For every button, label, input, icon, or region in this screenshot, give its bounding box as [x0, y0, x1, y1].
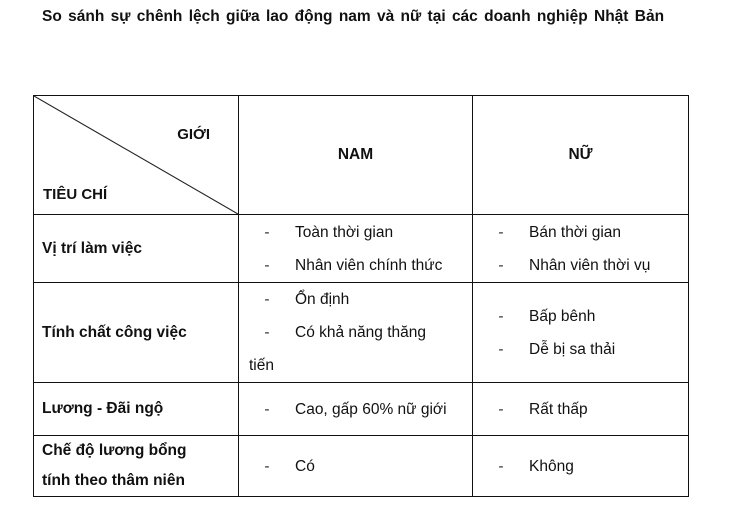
list-item: - Toàn thời gian	[264, 223, 394, 241]
corner-header-cell	[34, 96, 239, 215]
column-header-nam: NAM	[239, 96, 473, 215]
list-item: - Dễ bị sa thải	[498, 340, 616, 358]
nam-cell	[239, 283, 473, 383]
nu-cell	[473, 436, 689, 497]
list-item: - Rất thấp	[498, 400, 588, 418]
corner-label-gender: GIỚI	[177, 126, 210, 143]
list-item: - Bán thời gian	[498, 223, 622, 241]
list-item: - Không	[498, 457, 574, 475]
list-item: - Nhân viên thời vụ	[498, 256, 651, 274]
list-item: - Cao, gấp 60% nữ giới	[264, 400, 447, 418]
criterion-cell: Vị trí làm việc	[34, 215, 239, 283]
table-row	[34, 215, 689, 283]
criterion-cell: Tính chất công việc	[34, 283, 239, 383]
document-title: So sánh sự chênh lệch giữa lao động nam và nữ tại các doanh nghiệp Nhật Bản	[42, 8, 665, 25]
criterion-cell: Lương - Đãi ngộ	[34, 383, 239, 436]
table-row	[34, 436, 689, 497]
list-item: - Ổn định	[264, 291, 350, 308]
corner-label-criteria: TIÊU CHÍ	[43, 186, 108, 203]
table-header-row	[34, 96, 689, 215]
nam-cell	[239, 383, 473, 436]
nam-cell	[239, 436, 473, 497]
nu-cell	[473, 383, 689, 436]
list-item: - Có khả năng thăng	[264, 324, 426, 341]
list-item: - Bấp bênh	[498, 307, 596, 325]
list-item-continuation: tiến	[249, 357, 274, 374]
list-item: - Có	[264, 457, 315, 475]
nu-cell	[473, 283, 689, 383]
list-item: - Nhân viên chính thức	[264, 256, 443, 274]
nu-cell	[473, 215, 689, 283]
table-row	[34, 283, 689, 383]
nam-cell	[239, 215, 473, 283]
column-header-nu: NỮ	[473, 96, 689, 215]
comparison-table	[33, 95, 689, 497]
table-row	[34, 383, 689, 436]
criterion-cell: Chế độ lương bổng tính theo thâm niên	[34, 436, 239, 497]
